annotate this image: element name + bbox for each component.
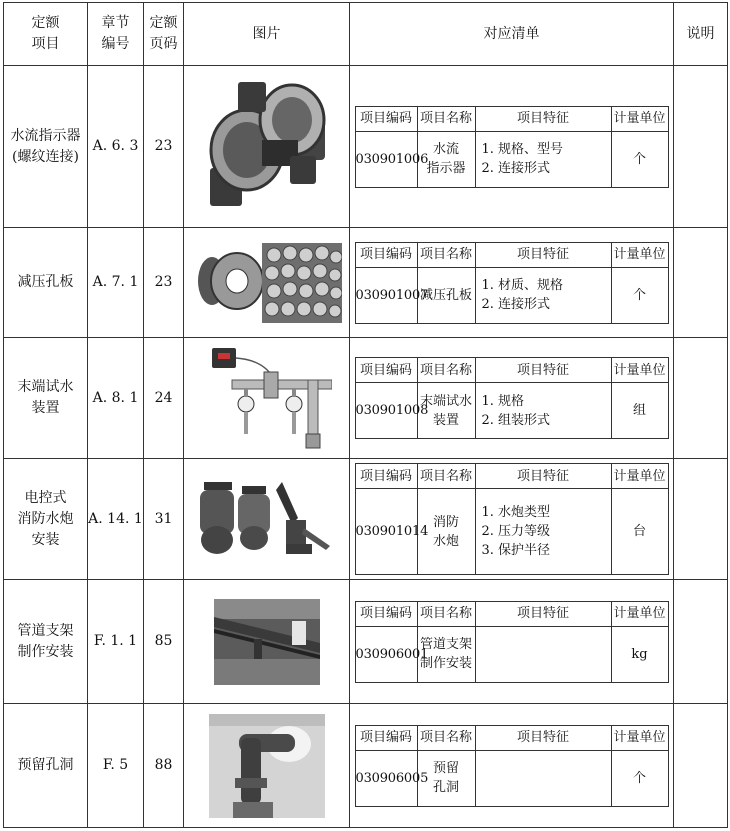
bill-unit: 个 (611, 131, 668, 187)
bill-header-feature: 项目特征 (475, 106, 611, 131)
pressure-orifice-plate-photo (192, 243, 342, 323)
bill-header-code: 项目编码 (355, 725, 417, 750)
bill-code: 030901014 (355, 489, 417, 575)
note-cell (674, 459, 728, 580)
quota-item: 管道支架 制作安装 (4, 580, 88, 704)
bill-header-code: 项目编码 (355, 464, 417, 489)
bill-name: 消防 水炮 (417, 489, 475, 575)
bill-header-unit: 计量单位 (611, 464, 668, 489)
bill-name: 预留 孔洞 (417, 750, 475, 806)
bill-subtable (355, 242, 669, 324)
table-row (4, 338, 728, 459)
bill-code: 030901008 (355, 383, 417, 439)
bill-unit: 个 (611, 750, 668, 806)
pipe-support-photo (214, 599, 320, 685)
quota-page: 23 (144, 228, 184, 338)
table-row (4, 66, 728, 228)
bill-header-feature: 项目特征 (475, 358, 611, 383)
bill-header-code: 项目编码 (355, 106, 417, 131)
chapter-no: F. 5 (88, 704, 144, 828)
bill-header-name: 项目名称 (417, 242, 475, 267)
chapter-no: A. 14. 1 (88, 459, 144, 580)
bill-name: 管道支架 制作安装 (417, 626, 475, 682)
bill-code: 030906005 (355, 750, 417, 806)
quota-item: 减压孔板 (4, 228, 88, 338)
quota-page: 88 (144, 704, 184, 828)
fire-water-cannon-photo (192, 480, 342, 558)
bill-header-name: 项目名称 (417, 464, 475, 489)
bill-header-name: 项目名称 (417, 358, 475, 383)
bill-subtable (355, 725, 669, 807)
bill-header-unit: 计量单位 (611, 725, 668, 750)
quota-page: 23 (144, 66, 184, 228)
bill-feature: 1. 材质、规格 (481, 278, 564, 293)
quota-item: 电控式 消防水炮 安装 (4, 459, 88, 580)
header-bill: 对应清单 (350, 3, 674, 66)
table-row (4, 228, 728, 338)
header-quota-item: 定额 项目 (4, 3, 88, 66)
bill-name: 水流 指示器 (417, 131, 475, 187)
header-picture: 图片 (184, 3, 350, 66)
chapter-no: F. 1. 1 (88, 580, 144, 704)
bill-header-unit: 计量单位 (611, 601, 668, 626)
bill-unit: 台 (611, 489, 668, 575)
bill-header-unit: 计量单位 (611, 106, 668, 131)
bill-name: 末端试水 装置 (417, 383, 475, 439)
bill-feature: 1. 水炮类型 (481, 505, 551, 520)
bill-features (475, 131, 611, 187)
bill-header-unit: 计量单位 (611, 242, 668, 267)
bill-unit: kg (611, 626, 668, 682)
bill-name: 减压孔板 (417, 267, 475, 323)
note-cell (674, 580, 728, 704)
bill-feature: 2. 组装形式 (481, 412, 551, 428)
bill-header-name: 项目名称 (417, 106, 475, 131)
bill-features (475, 750, 611, 806)
quota-page: 24 (144, 338, 184, 459)
note-cell (674, 704, 728, 828)
header-row (4, 3, 728, 66)
end-test-water-device-photo (202, 346, 332, 450)
quota-bill-table (3, 2, 728, 828)
reserved-hole-photo (209, 714, 325, 818)
chapter-no: A. 7. 1 (88, 228, 144, 338)
quota-page: 31 (144, 459, 184, 580)
bill-subtable (355, 106, 669, 188)
header-chapter-no: 章节 编号 (88, 3, 144, 66)
bill-feature: 2. 连接形式 (481, 297, 551, 312)
bill-features (475, 626, 611, 682)
bill-feature: 2. 压力等级 (481, 524, 551, 539)
bill-code: 030906001 (355, 626, 417, 682)
bill-header-feature: 项目特征 (475, 601, 611, 626)
bill-features (475, 489, 611, 575)
bill-header-feature: 项目特征 (475, 464, 611, 489)
bill-subtable (355, 357, 669, 439)
bill-header-unit: 计量单位 (611, 358, 668, 383)
quota-item: 水流指示器 (螺纹连接) (4, 66, 88, 228)
bill-code: 030901007 (355, 267, 417, 323)
note-cell (674, 66, 728, 228)
bill-code: 030901006 (355, 131, 417, 187)
bill-feature: 2. 连接形式 (481, 161, 551, 176)
bill-feature: 1. 规格 (481, 393, 525, 409)
bill-header-feature: 项目特征 (475, 242, 611, 267)
table-row (4, 459, 728, 580)
note-cell (674, 338, 728, 459)
quota-page: 85 (144, 580, 184, 704)
bill-features (475, 383, 611, 439)
quota-item: 末端试水 装置 (4, 338, 88, 459)
header-quota-page: 定额 页码 (144, 3, 184, 66)
bill-header-code: 项目编码 (355, 358, 417, 383)
note-cell (674, 228, 728, 338)
water-flow-indicator-photo (202, 80, 332, 214)
bill-header-code: 项目编码 (355, 242, 417, 267)
bill-header-code: 项目编码 (355, 601, 417, 626)
table-row (4, 704, 728, 828)
bill-header-name: 项目名称 (417, 725, 475, 750)
bill-feature: 1. 规格、型号 (481, 142, 564, 157)
bill-subtable (355, 463, 669, 575)
header-note: 说明 (674, 3, 728, 66)
quota-item: 预留孔洞 (4, 704, 88, 828)
chapter-no: A. 6. 3 (88, 66, 144, 228)
bill-features (475, 267, 611, 323)
chapter-no: A. 8. 1 (88, 338, 144, 459)
bill-header-feature: 项目特征 (475, 725, 611, 750)
bill-unit: 组 (611, 383, 668, 439)
bill-header-name: 项目名称 (417, 601, 475, 626)
bill-subtable (355, 601, 669, 683)
table-row (4, 580, 728, 704)
bill-feature: 3. 保护半径 (481, 543, 551, 558)
bill-unit: 个 (611, 267, 668, 323)
